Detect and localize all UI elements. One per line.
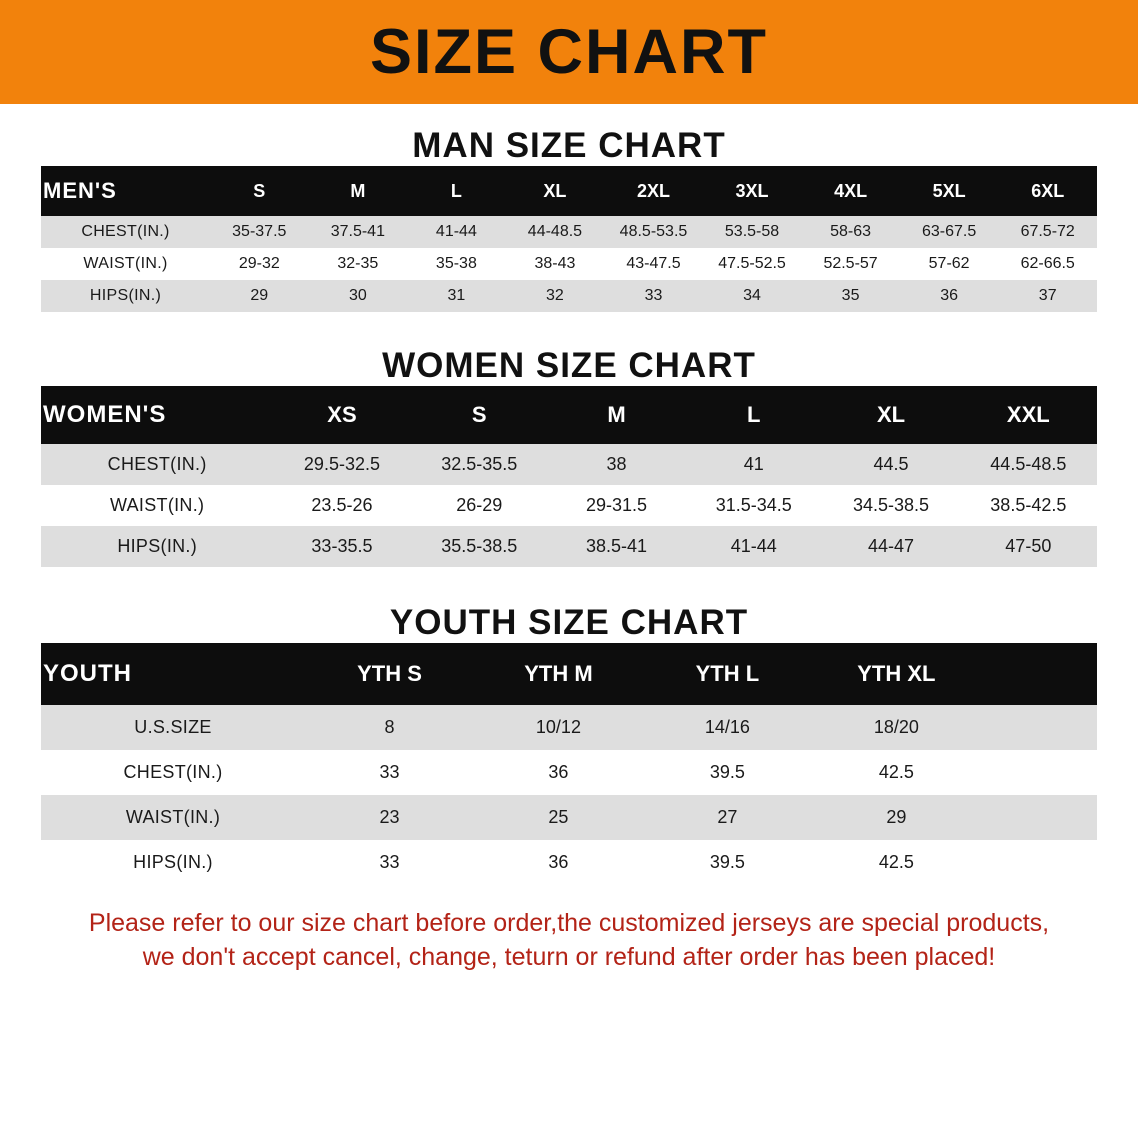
women-cell: 29.5-32.5 — [273, 444, 410, 485]
table-row — [41, 444, 1097, 485]
man-row-header-label: MEN'S — [41, 166, 210, 216]
man-cell: 37 — [998, 280, 1097, 312]
youth-col-header: YTH L — [643, 643, 812, 705]
women-row-label: WAIST(IN.) — [41, 485, 273, 526]
footer-note — [40, 907, 1098, 975]
youth-cell: 18/20 — [812, 705, 981, 750]
man-cell: 32-35 — [309, 248, 408, 280]
women-cell: 44.5 — [822, 444, 959, 485]
women-cell: 38 — [548, 444, 685, 485]
women-size-table — [41, 386, 1097, 567]
youth-row-label: U.S.SIZE — [41, 705, 305, 750]
table-header-row — [41, 166, 1097, 216]
man-cell: 36 — [900, 280, 999, 312]
women-row-label: CHEST(IN.) — [41, 444, 273, 485]
table-row — [41, 705, 1097, 750]
man-col-header: 5XL — [900, 166, 999, 216]
women-col-header: M — [548, 386, 685, 444]
women-cell: 23.5-26 — [273, 485, 410, 526]
women-row-label: HIPS(IN.) — [41, 526, 273, 567]
man-cell: 58-63 — [801, 216, 900, 248]
man-col-header: 2XL — [604, 166, 703, 216]
man-cell: 35-37.5 — [210, 216, 309, 248]
man-cell: 35 — [801, 280, 900, 312]
man-row-label: CHEST(IN.) — [41, 216, 210, 248]
women-cell: 47-50 — [960, 526, 1097, 567]
youth-cell: 36 — [474, 840, 643, 885]
women-col-header: L — [685, 386, 822, 444]
youth-cell-spacer — [981, 705, 1097, 750]
women-col-header: XXL — [960, 386, 1097, 444]
youth-cell: 23 — [305, 795, 474, 840]
table-header-row — [41, 386, 1097, 444]
man-cell: 37.5-41 — [309, 216, 408, 248]
man-col-header: XL — [506, 166, 605, 216]
youth-cell: 36 — [474, 750, 643, 795]
youth-table-wrap — [41, 643, 1097, 885]
man-col-header: 4XL — [801, 166, 900, 216]
table-header-row — [41, 643, 1097, 705]
youth-cell: 14/16 — [643, 705, 812, 750]
women-table-wrap — [41, 386, 1097, 567]
women-cell: 41 — [685, 444, 822, 485]
women-cell: 44.5-48.5 — [960, 444, 1097, 485]
youth-cell: 39.5 — [643, 840, 812, 885]
women-row-header-label: WOMEN'S — [41, 386, 273, 444]
man-cell: 31 — [407, 280, 506, 312]
youth-cell: 33 — [305, 840, 474, 885]
youth-row-label: WAIST(IN.) — [41, 795, 305, 840]
youth-cell: 29 — [812, 795, 981, 840]
youth-cell-spacer — [981, 750, 1097, 795]
man-cell: 47.5-52.5 — [703, 248, 802, 280]
man-cell: 63-67.5 — [900, 216, 999, 248]
table-row — [41, 280, 1097, 312]
man-section-heading: MAN SIZE CHART — [412, 126, 726, 165]
man-cell: 62-66.5 — [998, 248, 1097, 280]
women-cell: 26-29 — [411, 485, 548, 526]
man-cell: 38-43 — [506, 248, 605, 280]
women-cell: 33-35.5 — [273, 526, 410, 567]
table-row — [41, 526, 1097, 567]
footer-note-line1: Please refer to our size chart before order,the customized jerseys are special products, — [88, 909, 1050, 937]
youth-cell: 42.5 — [812, 840, 981, 885]
man-col-header: L — [407, 166, 506, 216]
women-col-header: S — [411, 386, 548, 444]
table-row — [41, 216, 1097, 248]
man-cell: 30 — [309, 280, 408, 312]
man-cell: 52.5-57 — [801, 248, 900, 280]
man-col-header: M — [309, 166, 408, 216]
man-col-header: 3XL — [703, 166, 802, 216]
women-col-header: XS — [273, 386, 410, 444]
women-cell: 41-44 — [685, 526, 822, 567]
youth-cell: 33 — [305, 750, 474, 795]
women-cell: 32.5-35.5 — [411, 444, 548, 485]
youth-cell: 27 — [643, 795, 812, 840]
youth-row-label: CHEST(IN.) — [41, 750, 305, 795]
youth-col-header: YTH XL — [812, 643, 981, 705]
man-cell: 29 — [210, 280, 309, 312]
table-row — [41, 485, 1097, 526]
man-cell: 35-38 — [407, 248, 506, 280]
women-cell: 35.5-38.5 — [411, 526, 548, 567]
man-cell: 48.5-53.5 — [604, 216, 703, 248]
youth-cell: 8 — [305, 705, 474, 750]
man-col-header: 6XL — [998, 166, 1097, 216]
man-cell: 53.5-58 — [703, 216, 802, 248]
women-cell: 38.5-41 — [548, 526, 685, 567]
youth-col-header: YTH S — [305, 643, 474, 705]
youth-row-label: HIPS(IN.) — [41, 840, 305, 885]
man-size-table — [41, 166, 1097, 312]
man-table-wrap — [41, 166, 1097, 312]
women-section-heading: WOMEN SIZE CHART — [382, 346, 756, 385]
youth-cell-spacer — [981, 795, 1097, 840]
footer-note-line2: we don't accept cancel, change, teturn or refund after order has been placed! — [142, 942, 996, 971]
page-title: SIZE CHART — [370, 16, 768, 87]
banner — [0, 0, 1138, 104]
man-cell: 67.5-72 — [998, 216, 1097, 248]
man-cell: 43-47.5 — [604, 248, 703, 280]
youth-cell: 25 — [474, 795, 643, 840]
man-cell: 34 — [703, 280, 802, 312]
women-col-header: XL — [822, 386, 959, 444]
youth-row-header-label: YOUTH — [41, 643, 305, 705]
table-row — [41, 750, 1097, 795]
youth-cell: 42.5 — [812, 750, 981, 795]
man-cell: 44-48.5 — [506, 216, 605, 248]
women-cell: 29-31.5 — [548, 485, 685, 526]
youth-section-heading: YOUTH SIZE CHART — [389, 603, 749, 642]
man-cell: 29-32 — [210, 248, 309, 280]
table-row — [41, 840, 1097, 885]
man-col-header: S — [210, 166, 309, 216]
women-cell: 44-47 — [822, 526, 959, 567]
youth-cell: 10/12 — [474, 705, 643, 750]
man-row-label: HIPS(IN.) — [41, 280, 210, 312]
man-cell: 57-62 — [900, 248, 999, 280]
man-cell: 32 — [506, 280, 605, 312]
youth-size-table — [41, 643, 1097, 885]
youth-cell: 39.5 — [643, 750, 812, 795]
women-cell: 34.5-38.5 — [822, 485, 959, 526]
youth-col-header: YTH M — [474, 643, 643, 705]
man-cell: 33 — [604, 280, 703, 312]
women-cell: 31.5-34.5 — [685, 485, 822, 526]
table-row — [41, 795, 1097, 840]
man-row-label: WAIST(IN.) — [41, 248, 210, 280]
youth-col-header-spacer — [981, 643, 1097, 705]
table-row — [41, 248, 1097, 280]
women-cell: 38.5-42.5 — [960, 485, 1097, 526]
youth-cell-spacer — [981, 840, 1097, 885]
man-cell: 41-44 — [407, 216, 506, 248]
